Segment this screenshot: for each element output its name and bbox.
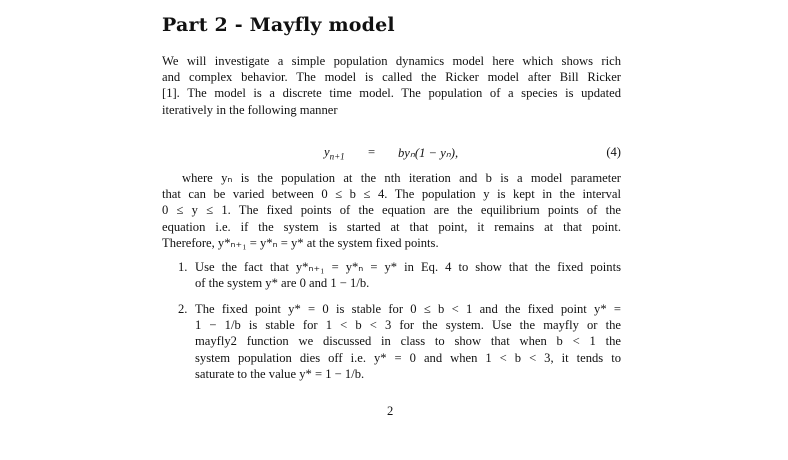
page-number: 2 xyxy=(387,404,394,418)
list-item-line: saturate to the value y* = 1 − 1/b. xyxy=(195,366,365,381)
body-line: Therefore, y*ₙ₊₁ = y*ₙ = y* at the system fixed points. xyxy=(162,235,439,250)
list-item-line: The fixed point y* = 0 is stable for 0 ≤ b < 1 and the fixed point y* = xyxy=(195,302,621,316)
list-item-body xyxy=(195,259,621,291)
list-item-line: 1 − 1/b is stable for 1 < b < 3 for the system. Use the mayfly or the xyxy=(195,318,621,333)
list-item-line: system population dies off i.e. y* = 0 and when 1 < b < 3, it tends to xyxy=(195,350,621,365)
intro-paragraph xyxy=(162,53,621,118)
equation-lhs: $y_{n+1}$ xyxy=(324,145,345,162)
list-item-number: 2. xyxy=(178,302,188,316)
equation-rhs: byₙ(1 − yₙ), xyxy=(398,146,459,160)
section-title: Part 2 - Mayfly model xyxy=(162,14,395,36)
equation-operator: = xyxy=(368,145,376,159)
equation-number: (4) xyxy=(606,145,621,159)
body-line: where yₙ is the population at the nth iteration and b is a model parameter xyxy=(182,171,621,185)
list-item-line: mayfly2 function we discussed in class to show that when b < 1 the xyxy=(195,334,621,349)
list-item-line: Use the fact that y*ₙ₊₁ = y*ₙ = y* in Eq. 4 to show that the fixed points xyxy=(195,260,621,274)
intro-line: [1]. The model is a discrete time model. The population of a species is updated xyxy=(162,86,621,101)
intro-line: We will investigate a simple population dynamics model here which shows rich xyxy=(162,54,621,68)
list-item-body xyxy=(195,301,621,382)
list-item-number: 1. xyxy=(178,260,188,274)
body-paragraph xyxy=(162,170,621,251)
body-line: equation i.e. if the system is started at that point, it remains at that point. xyxy=(162,219,621,234)
body-line: that can be varied between 0 ≤ b ≤ 4. The population y is kept in the interval xyxy=(162,187,621,202)
body-line: 0 ≤ y ≤ 1. The fixed points of the equation are the equilibrium points of the xyxy=(162,203,621,218)
intro-line: and complex behavior. The model is called the Ricker model after Bill Ricker xyxy=(162,70,621,85)
intro-line: iteratively in the following manner xyxy=(162,102,338,117)
list-item-line: of the system y* are 0 and 1 − 1/b. xyxy=(195,276,370,291)
